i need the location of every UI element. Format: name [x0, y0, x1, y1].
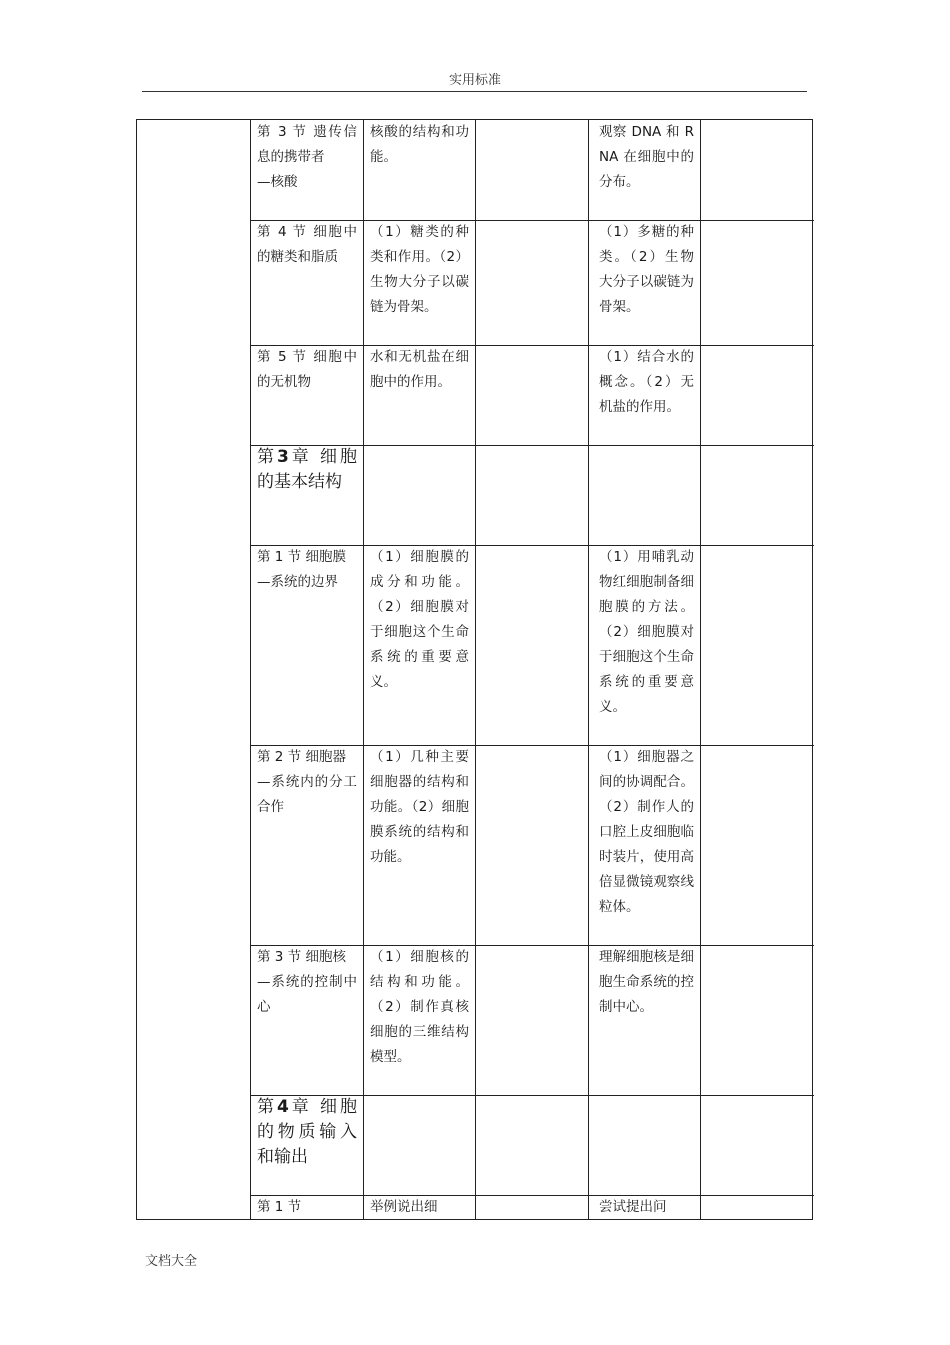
page-footer-text: 文档大全: [145, 1254, 198, 1269]
table-cell-empty: [476, 545, 588, 745]
chapter-title: 章 细胞的基本结构: [257, 447, 358, 492]
table-cell-empty: [701, 220, 813, 345]
table-cell-empty: [701, 120, 813, 220]
chapter-heading: [251, 1095, 363, 1195]
table-cell-section: 第 3 节 遗传信息的携带者 —核酸: [257, 124, 357, 190]
table-cell-content: 核酸的结构和功能。: [370, 124, 469, 165]
chapter-prefix: 第: [257, 447, 277, 467]
table-cell-empty: [476, 345, 588, 445]
table-cell-content: （1）细胞膜的成分和功能。（2）细胞膜对于细胞这个生命系统的重要意义。: [370, 549, 469, 690]
table-cell-content: [364, 445, 475, 545]
chapter-number: 4: [276, 1097, 289, 1117]
table-cell-empty: [476, 1095, 588, 1195]
chapter-number: 3: [276, 447, 289, 467]
chapter-prefix: 第: [257, 1097, 277, 1117]
table-cell-section: 第 3 节 细胞核 —系统的控制中心: [257, 949, 357, 1015]
table-cell-empty: [701, 445, 813, 545]
curriculum-table: [136, 119, 813, 1220]
table-cell-content: [364, 1095, 475, 1195]
table-cell-activity: （1）结合水的概念。（2）无机盐的作用。: [599, 349, 694, 415]
table-cell-activity: [589, 445, 700, 545]
table-cell-empty: [701, 1095, 813, 1195]
table-cell-content: （1）糖类的种类和作用。（2）生物大分子以碳链为骨架。: [370, 224, 469, 315]
table-cell-section: 第 5 节 细胞中的无机物: [257, 349, 357, 390]
table-cell-activity: （1）多糖的种类。（2）生物大分子以碳链为骨架。: [599, 224, 694, 315]
table-cell-section: 第 2 节 细胞器 —系统内的分工合作: [257, 749, 357, 815]
table-cell-empty: [701, 945, 813, 1095]
table-cell-activity: 理解细胞核是细胞生命系统的控制中心。: [599, 949, 694, 1015]
table-cell-activity: 观察 DNA 和 RNA 在细胞中的分布。: [599, 124, 694, 190]
table-cell-content: 水和无机盐在细胞中的作用。: [370, 349, 469, 390]
table-cell-empty: [476, 220, 588, 345]
table-cell-empty: [701, 345, 813, 445]
page-header-title: 实用标准: [448, 73, 501, 88]
header-divider: [142, 91, 807, 92]
chapter-heading: [251, 445, 363, 545]
table-cell-empty: [476, 745, 588, 945]
table-cell-content: （1）细胞核的结构和功能。（2）制作真核细胞的三维结构模型。: [370, 949, 469, 1065]
table-cell-section: 第 1 节 细胞膜 —系统的边界: [257, 549, 346, 590]
table-cell-section: 第 1 节: [257, 1199, 302, 1215]
table-cell-content: （1）几种主要细胞器的结构和功能。（2）细胞膜系统的结构和功能。: [370, 749, 469, 865]
table-cell-empty: [701, 545, 813, 745]
table-cell-empty: [476, 1195, 588, 1219]
table-cell-empty: [476, 120, 588, 220]
table-cell-activity: 尝试提出问: [599, 1199, 667, 1215]
table-cell-activity: [589, 1095, 700, 1195]
table-cell-activity: （1）细胞器之间的协调配合。（2）制作人的口腔上皮细胞临时装片，使用高倍显微镜观察线粒体。: [599, 749, 694, 915]
table-cell-empty: [701, 1195, 813, 1219]
table-cell-section: 第 4 节 细胞中的糖类和脂质: [257, 224, 357, 265]
table-cell-empty: [476, 445, 588, 545]
table-cell-activity: （1）用哺乳动物红细胞制备细胞膜的方法。（2）细胞膜对于细胞这个生命系统的重要意义。: [599, 549, 694, 715]
table-cell-content: 举例说出细: [370, 1199, 438, 1215]
table-cell-empty: [476, 945, 588, 1095]
chapter-title: 章 细胞的物质输入和输出: [257, 1097, 358, 1167]
table-cell-empty: [701, 745, 813, 945]
